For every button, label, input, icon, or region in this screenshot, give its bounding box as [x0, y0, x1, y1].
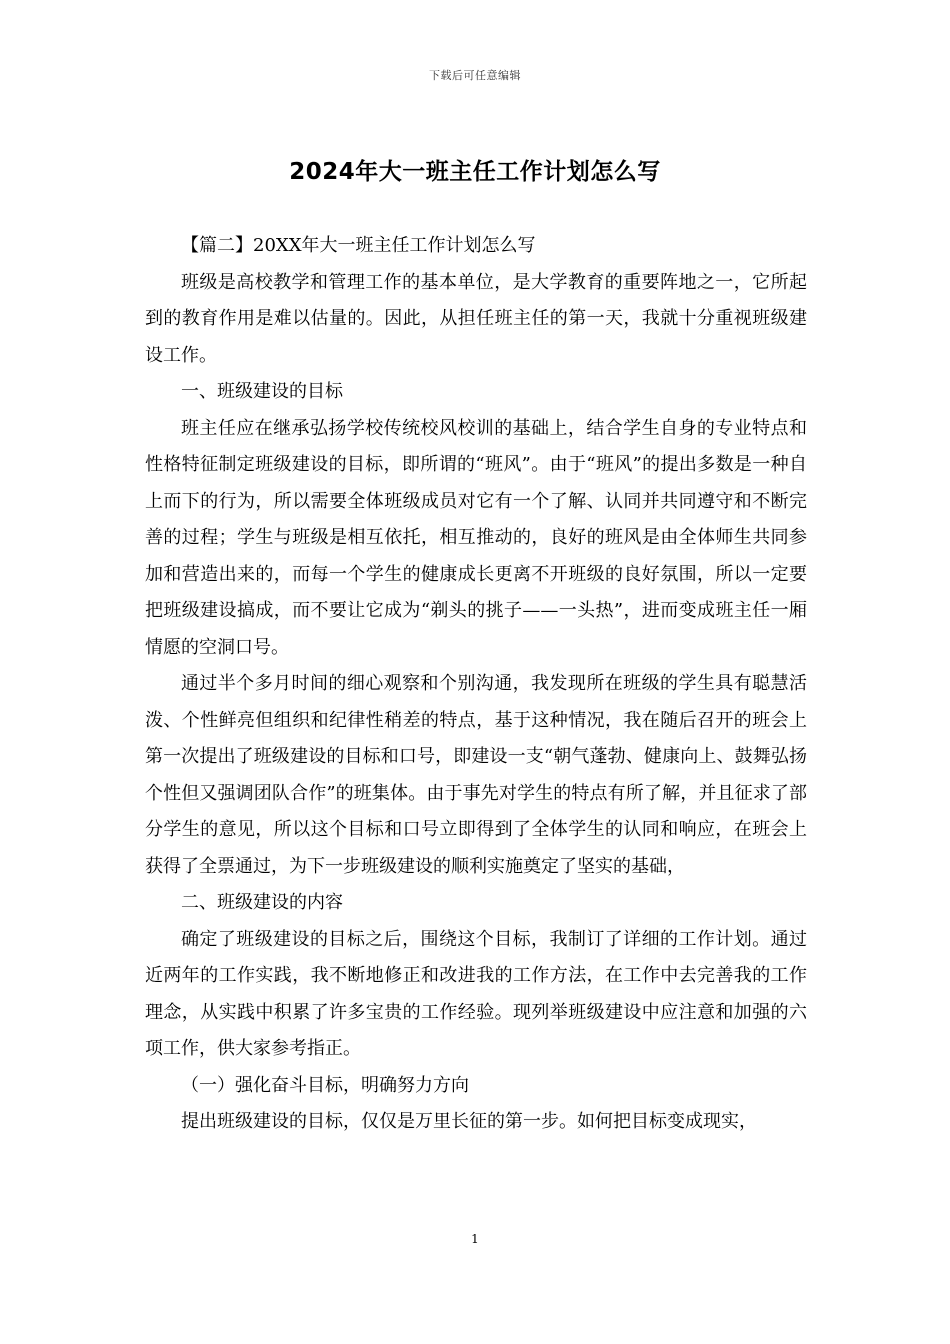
paragraph-plan: 确定了班级建设的目标之后，围绕这个目标，我制订了详细的工作计划。通过近两年的工作实践，我不断地修正和改进我的工作方法，在工作中去完善我的工作理念，从实践中积累了许多宝贵的工作经验。现列举班级建设中应注意和加强的六项工作，供大家参考指正。: [145, 928, 807, 1059]
document-body: [145, 228, 807, 1141]
paragraph-section-heading: 【篇二】20XX年大一班主任工作计划怎么写: [181, 235, 536, 256]
heading-goals: 一、班级建设的目标: [181, 381, 343, 402]
paragraph-observation: 通过半个多月时间的细心观察和个别沟通，我发现所在班级的学生具有聪慧活泼、个性鲜亮但组织和纪律性稍差的特点，基于这种情况，我在随后召开的班会上第一次提出了班级建设的目标和口号，即建设一支“朝气蓬勃、健康向上、鼓舞弘扬个性但又强调团队合作”的班集体。由于事先对学生的特点有所了解，并且征求了部分学生的意见，所以这个目标和口号立即得到了全体学生的认同和响应，在班会上获得了全票通过，为下一步班级建设的顺利实施奠定了坚实的基础，: [145, 673, 807, 877]
heading-content: 二、班级建设的内容: [181, 892, 343, 913]
paragraph-goals: 班主任应在继承弘扬学校传统校风校训的基础上，结合学生自身的专业特点和性格特征制定班级建设的目标，即所谓的“班风”。由于“班风”的提出多数是一种自上而下的行为，所以需要全体班级成员对它有一个了解、认同并共同遵守和不断完善的过程；学生与班级是相互依托，相互推动的，良好的班风是由全体师生共同参加和营造出来的，而每一个学生的健康成长更离不开班级的良好氛围，所以一定要把班级建设搞成，而不要让它成为“剃头的挑子——一头热”，进而变成班主任一厢情愿的空洞口号。: [145, 417, 807, 658]
paragraph-subsection-one: 提出班级建设的目标，仅仅是万里长征的第一步。如何把目标变成现实，: [181, 1111, 757, 1132]
paragraph-intro: 班级是高校教学和管理工作的基本单位，是大学教育的重要阵地之一，它所起到的教育作用是难以估量的。因此，从担任班主任的第一天，我就十分重视班级建设工作。: [145, 271, 807, 366]
heading-subsection-one: （一）强化奋斗目标，明确努力方向: [181, 1074, 469, 1096]
document-header-note: 下载后可任意编辑: [429, 69, 521, 82]
page-number: 1: [471, 1232, 479, 1246]
document-title: 2024年大一班主任工作计划怎么写: [289, 159, 661, 185]
